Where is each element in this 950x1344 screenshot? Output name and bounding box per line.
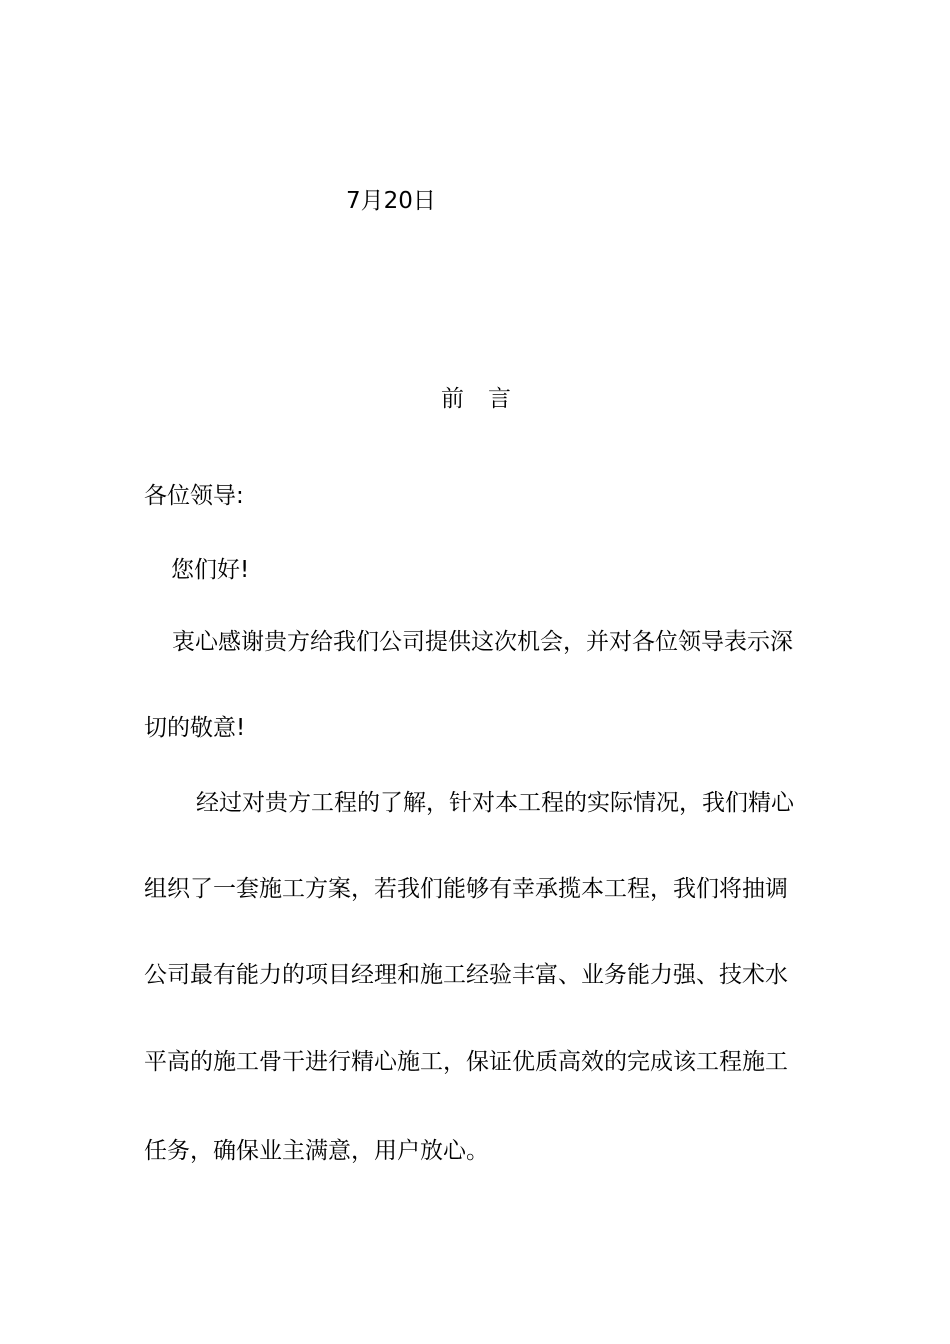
salutation: 各位领导: [144, 483, 244, 509]
paragraph-2-line-3: 公司最有能力的项目经理和施工经验丰富、业务能力强、技术水 [144, 962, 788, 988]
paragraph-1-line-1: 衷心感谢贵方给我们公司提供这次机会，并对各位领导表示深 [172, 629, 793, 655]
paragraph-2-line-5: 任务，确保业主满意，用户放心。 [144, 1138, 489, 1164]
greeting: 您们好! [171, 557, 250, 583]
paragraph-2-line-4: 平高的施工骨干进行精心施工，保证优质高效的完成该工程施工 [144, 1049, 788, 1075]
paragraph-2-line-2: 组织了一套施工方案，若我们能够有幸承揽本工程，我们将抽调 [144, 876, 788, 902]
document-date: 7月20日 [346, 188, 436, 214]
paragraph-1-line-2: 切的敬意! [144, 715, 246, 741]
title-char-2: 言 [488, 386, 511, 412]
paragraph-2-line-1: 经过对贵方工程的了解，针对本工程的实际情况，我们精心 [196, 790, 794, 816]
section-title [441, 384, 511, 414]
title-char-1: 前 [441, 386, 464, 412]
